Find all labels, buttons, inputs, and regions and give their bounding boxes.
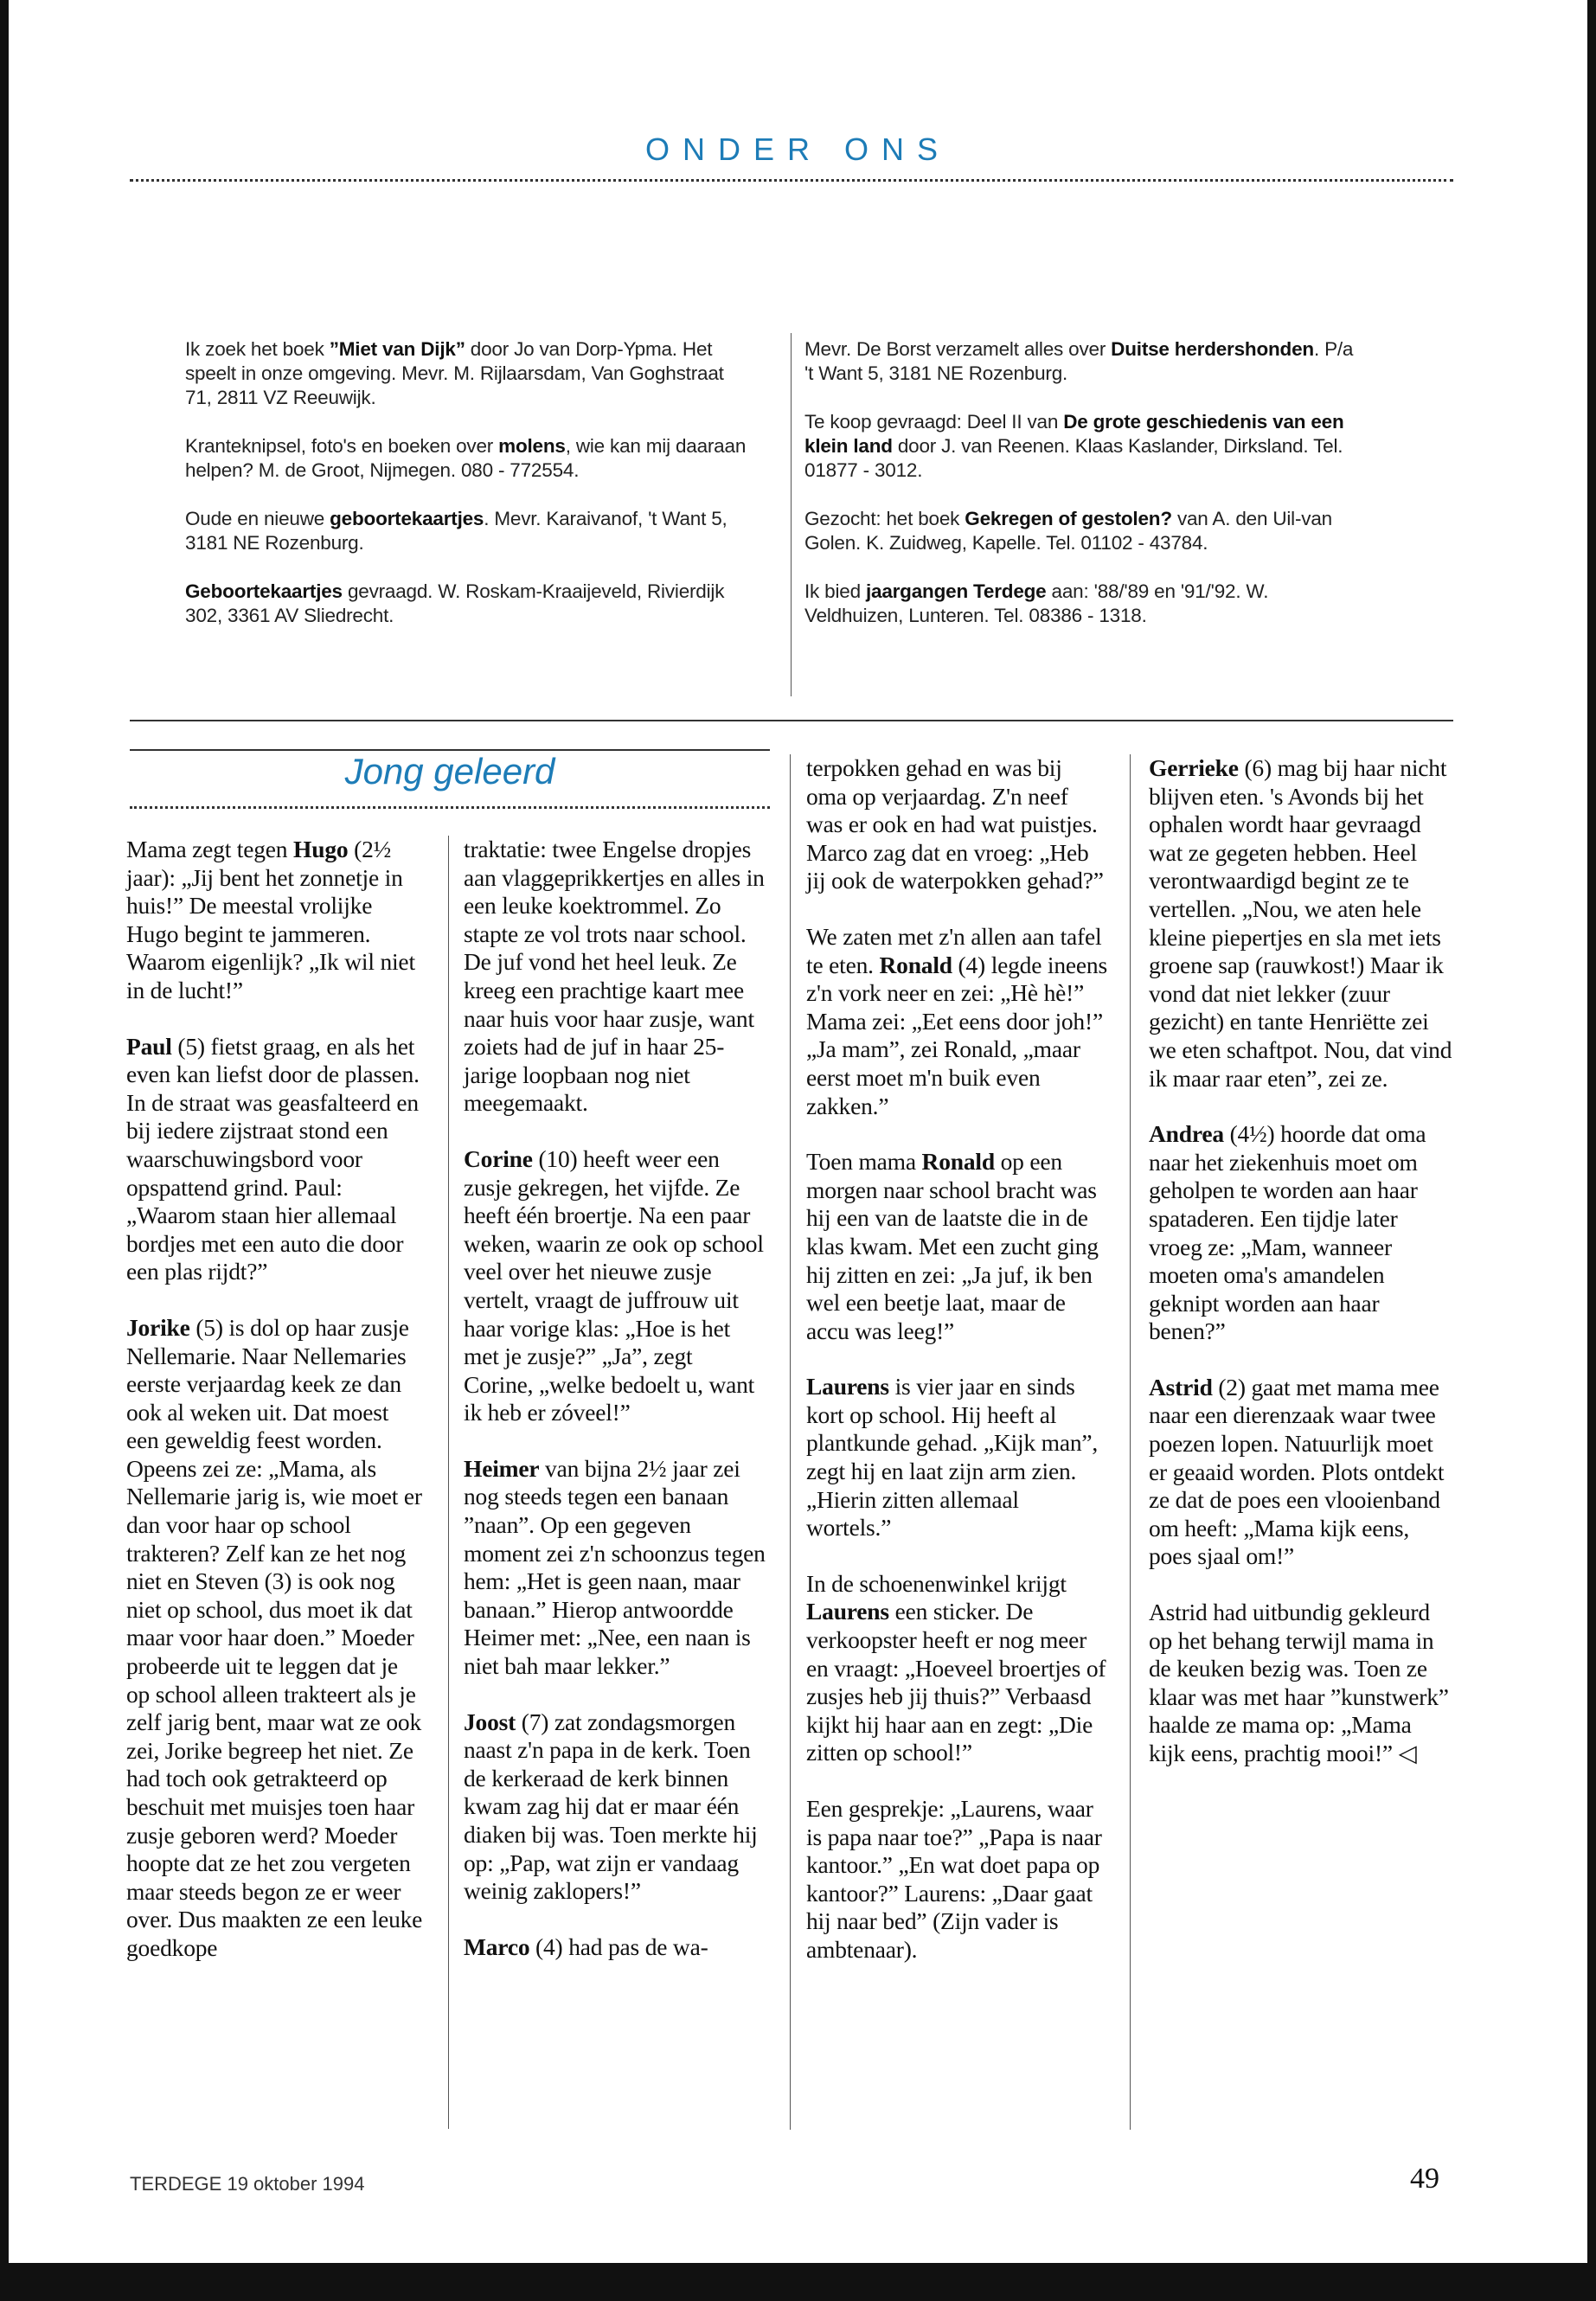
anecdote: Paul (5) fietst graag, en als het even kan liefst door de plassen. In de straat was geasfalteerd en bij iedere zijstraat stond een waarschuwingsbord voor opspattend grind. Paul: „Waarom staan hier allemaal bordjes met een auto die door een plas rijdt?” bbox=[126, 1032, 420, 1285]
anecdote: terpokken gehad en was bij oma op verjaardag. Z'n neef was er ook en had wat puistjes. Marco zag dat en vroeg: „Heb jij ook de waterpokken gehad?” bbox=[806, 754, 1104, 894]
anecdote: Jorike (5) is dol op haar zusje Nellemarie. Naar Nellemaries eerste verjaardag keek ze dan ook al weken uit. Dat moest een geweldig feest worden. Opeens zei ze: „Mama, als Nellemarie jarig is, wie moet er dan voor haar op school trakteren? Zelf kan ze het nog niet en Steven (3) is ook nog niet op school, dus moet ik dat maar voor haar doen.” Moeder probeerde uit te leggen dat je op school alleen trakteert als je zelf jarig bent, maar wat ze ook zei, Jorike begreep het niet. Ze had toch ook getrakteerd op beschuit met muisjes toen haar zusje geboren werd? Moeder hoopte dat ze het zou vergeten maar steeds begon ze er weer over. Dus maakten ze een leuke goedkope bbox=[126, 1313, 423, 1961]
anecdote: In de schoenenwinkel krijgt Laurens een sticker. De verkoopster heeft er nog meer en vraagt: „Hoeveel broertjes of zusjes heb jij thuis?” Verbaasd kijkt hij haar aan en zegt: „Die zitten op school!” bbox=[806, 1569, 1106, 1766]
anecdote: Joost (7) zat zondagsmorgen naast z'n papa in de kerk. Toen de kerkeraad de kerk binnen kwam zag hij dat er maar één diaken bij was. Toen merkte hij op: „Pap, wat zijn er vandaag weinig zaklopers!” bbox=[464, 1708, 758, 1905]
page-number: 49 bbox=[1410, 2163, 1439, 2195]
article-column-4 bbox=[1149, 754, 1453, 1796]
anecdote: traktatie: twee Engelse dropjes aan vlaggeprikkertjes en alles in een leuke koektrommel. Zo stapte ze vol trots naar school. De juf vond het heel leuk. Ze kreeg een prachtige kaart mee naar huis voor haar zusje, want zoiets had de juf in haar 25-jarige loopbaan nog niet meegemaakt. bbox=[464, 836, 765, 1117]
anecdote: Marco (4) had pas de wa- bbox=[464, 1932, 708, 1960]
footer-publication: TERDEGE 19 oktober 1994 bbox=[130, 2173, 365, 2195]
scan-edge-right bbox=[1587, 0, 1596, 2301]
section-title: Jong geleerd bbox=[344, 751, 555, 792]
ad-item: Ik zoek het boek ”Miet van Dijk” door Jo van Dorp-Ypma. Het speelt in onze omgeving. Mevr. M. Rijlaarsdam, Van Goghstraat 71, 2811 VZ Reeuwijk. bbox=[185, 338, 724, 408]
ad-item: Geboortekaartjes gevraagd. W. Roskam-Kraaijeveld, Rivierdijk 302, 3361 AV Sliedrecht. bbox=[185, 580, 725, 626]
section-header: ONDER ONS bbox=[644, 131, 952, 167]
ads-left-column bbox=[185, 337, 747, 652]
ad-item: Ik bied jaargangen Terdege aan: '88/'89 en '91/'92. W. Veldhuizen, Lunteren. Tel. 08386 - 1318. bbox=[804, 580, 1269, 626]
anecdote: Astrid (2) gaat met mama mee naar een dierenzaak waar twee poezen lopen. Natuurlijk moet er geaaid worden. Plots ontdekt ze dat de poes een vlooienband om heeft: „Mama kijk eens, poes sjaal om!” bbox=[1149, 1373, 1445, 1570]
anecdote: Corine (10) heeft weer een zusje gekregen, het vijfde. Ze heeft één broertje. Na een paar weken, waarin ze ook op school veel over het nieuwe zusje vertelt, vraagt de juffrouw uit haar vorige klas: „Hoe is het met je zusje?” „Ja”, zegt Corine, „welke bedoelt u, want ik heb er zóveel!” bbox=[464, 1144, 764, 1426]
ad-item: Gezocht: het boek Gekregen of gestolen? van A. den Uil-van Golen. K. Zuidweg, Kapelle. Tel. 01102 - 43784. bbox=[804, 508, 1332, 554]
ad-item: Te koop gevraagd: Deel II van De grote geschiedenis van een klein land door J. van Reenen. Klaas Kaslander, Dirksland. Tel. 01877 - 3012. bbox=[804, 411, 1344, 481]
anecdote: We zaten met z'n allen aan tafel te eten. Ronald (4) legde ineens z'n vork neer en zei: „Hè hè!” Mama zei: „Eet eens door joh!” „Ja mam”, zei Ronald, „maar eerst moet m'n buik even zakken.” bbox=[806, 922, 1107, 1119]
scan-edge-bottom bbox=[0, 2263, 1596, 2301]
ads-right-column bbox=[804, 337, 1367, 652]
header-dotted-rule bbox=[130, 179, 1453, 182]
ad-item: Mevr. De Borst verzamelt alles over Duitse herdershonden. P/a 't Want 5, 3181 NE Rozenburg. bbox=[804, 338, 1354, 384]
column-divider bbox=[448, 836, 449, 2129]
anecdote: Astrid had uitbundig gekleurd op het behang terwijl mama in de keuken bezig was. Toen ze klaar was met haar ”kunstwerk” haalde ze mama op: „Mama kijk eens, prachtig mooi!” ◁ bbox=[1149, 1599, 1449, 1766]
ad-item: Oude en nieuwe geboortekaartjes. Mevr. Karaivanof, 't Want 5, 3181 NE Rozenburg. bbox=[185, 508, 727, 554]
column-divider bbox=[790, 754, 791, 2130]
anecdote: Heimer van bijna 2½ jaar zei nog steeds tegen een banaan ”naan”. Op een gegeven moment zei z'n schoonzus tegen hem: „Het is geen naan, maar banaan.” Hierop antwoordde Heimer met: „Nee, een naan is niet bah maar lekker.” bbox=[464, 1454, 766, 1680]
scan-edge-left bbox=[0, 0, 9, 2301]
anecdote: Andrea (4½) hoorde dat oma naar het ziekenhuis moet om geholpen te worden aan haar spataderen. Een tijdje later vroeg ze: „Mam, wanneer moeten oma's amandelen geknipt worden aan haar benen?” bbox=[1149, 1120, 1426, 1345]
anecdote: Een gesprekje: „Laurens, waar is papa naar toe?” „Papa is naar kantoor.” „En wat doet papa op kantoor?” Laurens: „Daar gaat hij naar bed” (Zijn vader is ambtenaar). bbox=[806, 1795, 1102, 1963]
article-column-3 bbox=[806, 754, 1107, 1992]
ads-divider bbox=[791, 333, 792, 696]
ads-bottom-rule bbox=[130, 720, 1453, 721]
anecdote: Gerrieke (6) mag bij haar nicht blijven eten. 's Avonds bij het ophalen wordt haar gevraagd wat ze gegeten hebben. Heel verontwaardigd begint ze te vertellen. „Nou, we aten hele kleine piepertjes en sla met iets groene sap (rauwkost!) Maar ik vond dat niet lekker (zuur gezicht) en tante Henriëtte zei we eten schaftpot. Nou, dat vind ik maar raar eten”, zei ze. bbox=[1149, 754, 1452, 1092]
article-column-1 bbox=[126, 836, 425, 1990]
anecdote: Toen mama Ronald op een morgen naar school bracht was hij een van de laatste die in de klas kwam. Met een zucht ging hij zitten en zei: „Ja juf, ik ben wel een beetje laat, maar de accu was leeg!” bbox=[806, 1148, 1099, 1344]
anecdote: Mama zegt tegen Hugo (2½ jaar): „Jij bent het zonnetje in huis!” De meestal vrolijke Hugo begint te jammeren. Waarom eigenlijk? „Ik wil niet in de lucht!” bbox=[126, 836, 415, 1003]
section-dotted-rule bbox=[130, 806, 770, 809]
anecdote: Laurens is vier jaar en sinds kort op school. Hij heeft al plantkunde gehad. „Kijk man”, zegt hij en laat zijn arm zien. „Hierin zitten allemaal wortels.” bbox=[806, 1373, 1099, 1541]
article-column-2 bbox=[464, 836, 766, 1989]
column-divider bbox=[1130, 754, 1131, 2130]
ad-item: Kranteknipsel, foto's en boeken over molens, wie kan mij daaraan helpen? M. de Groot, Nijmegen. 080 - 772554. bbox=[185, 435, 747, 481]
